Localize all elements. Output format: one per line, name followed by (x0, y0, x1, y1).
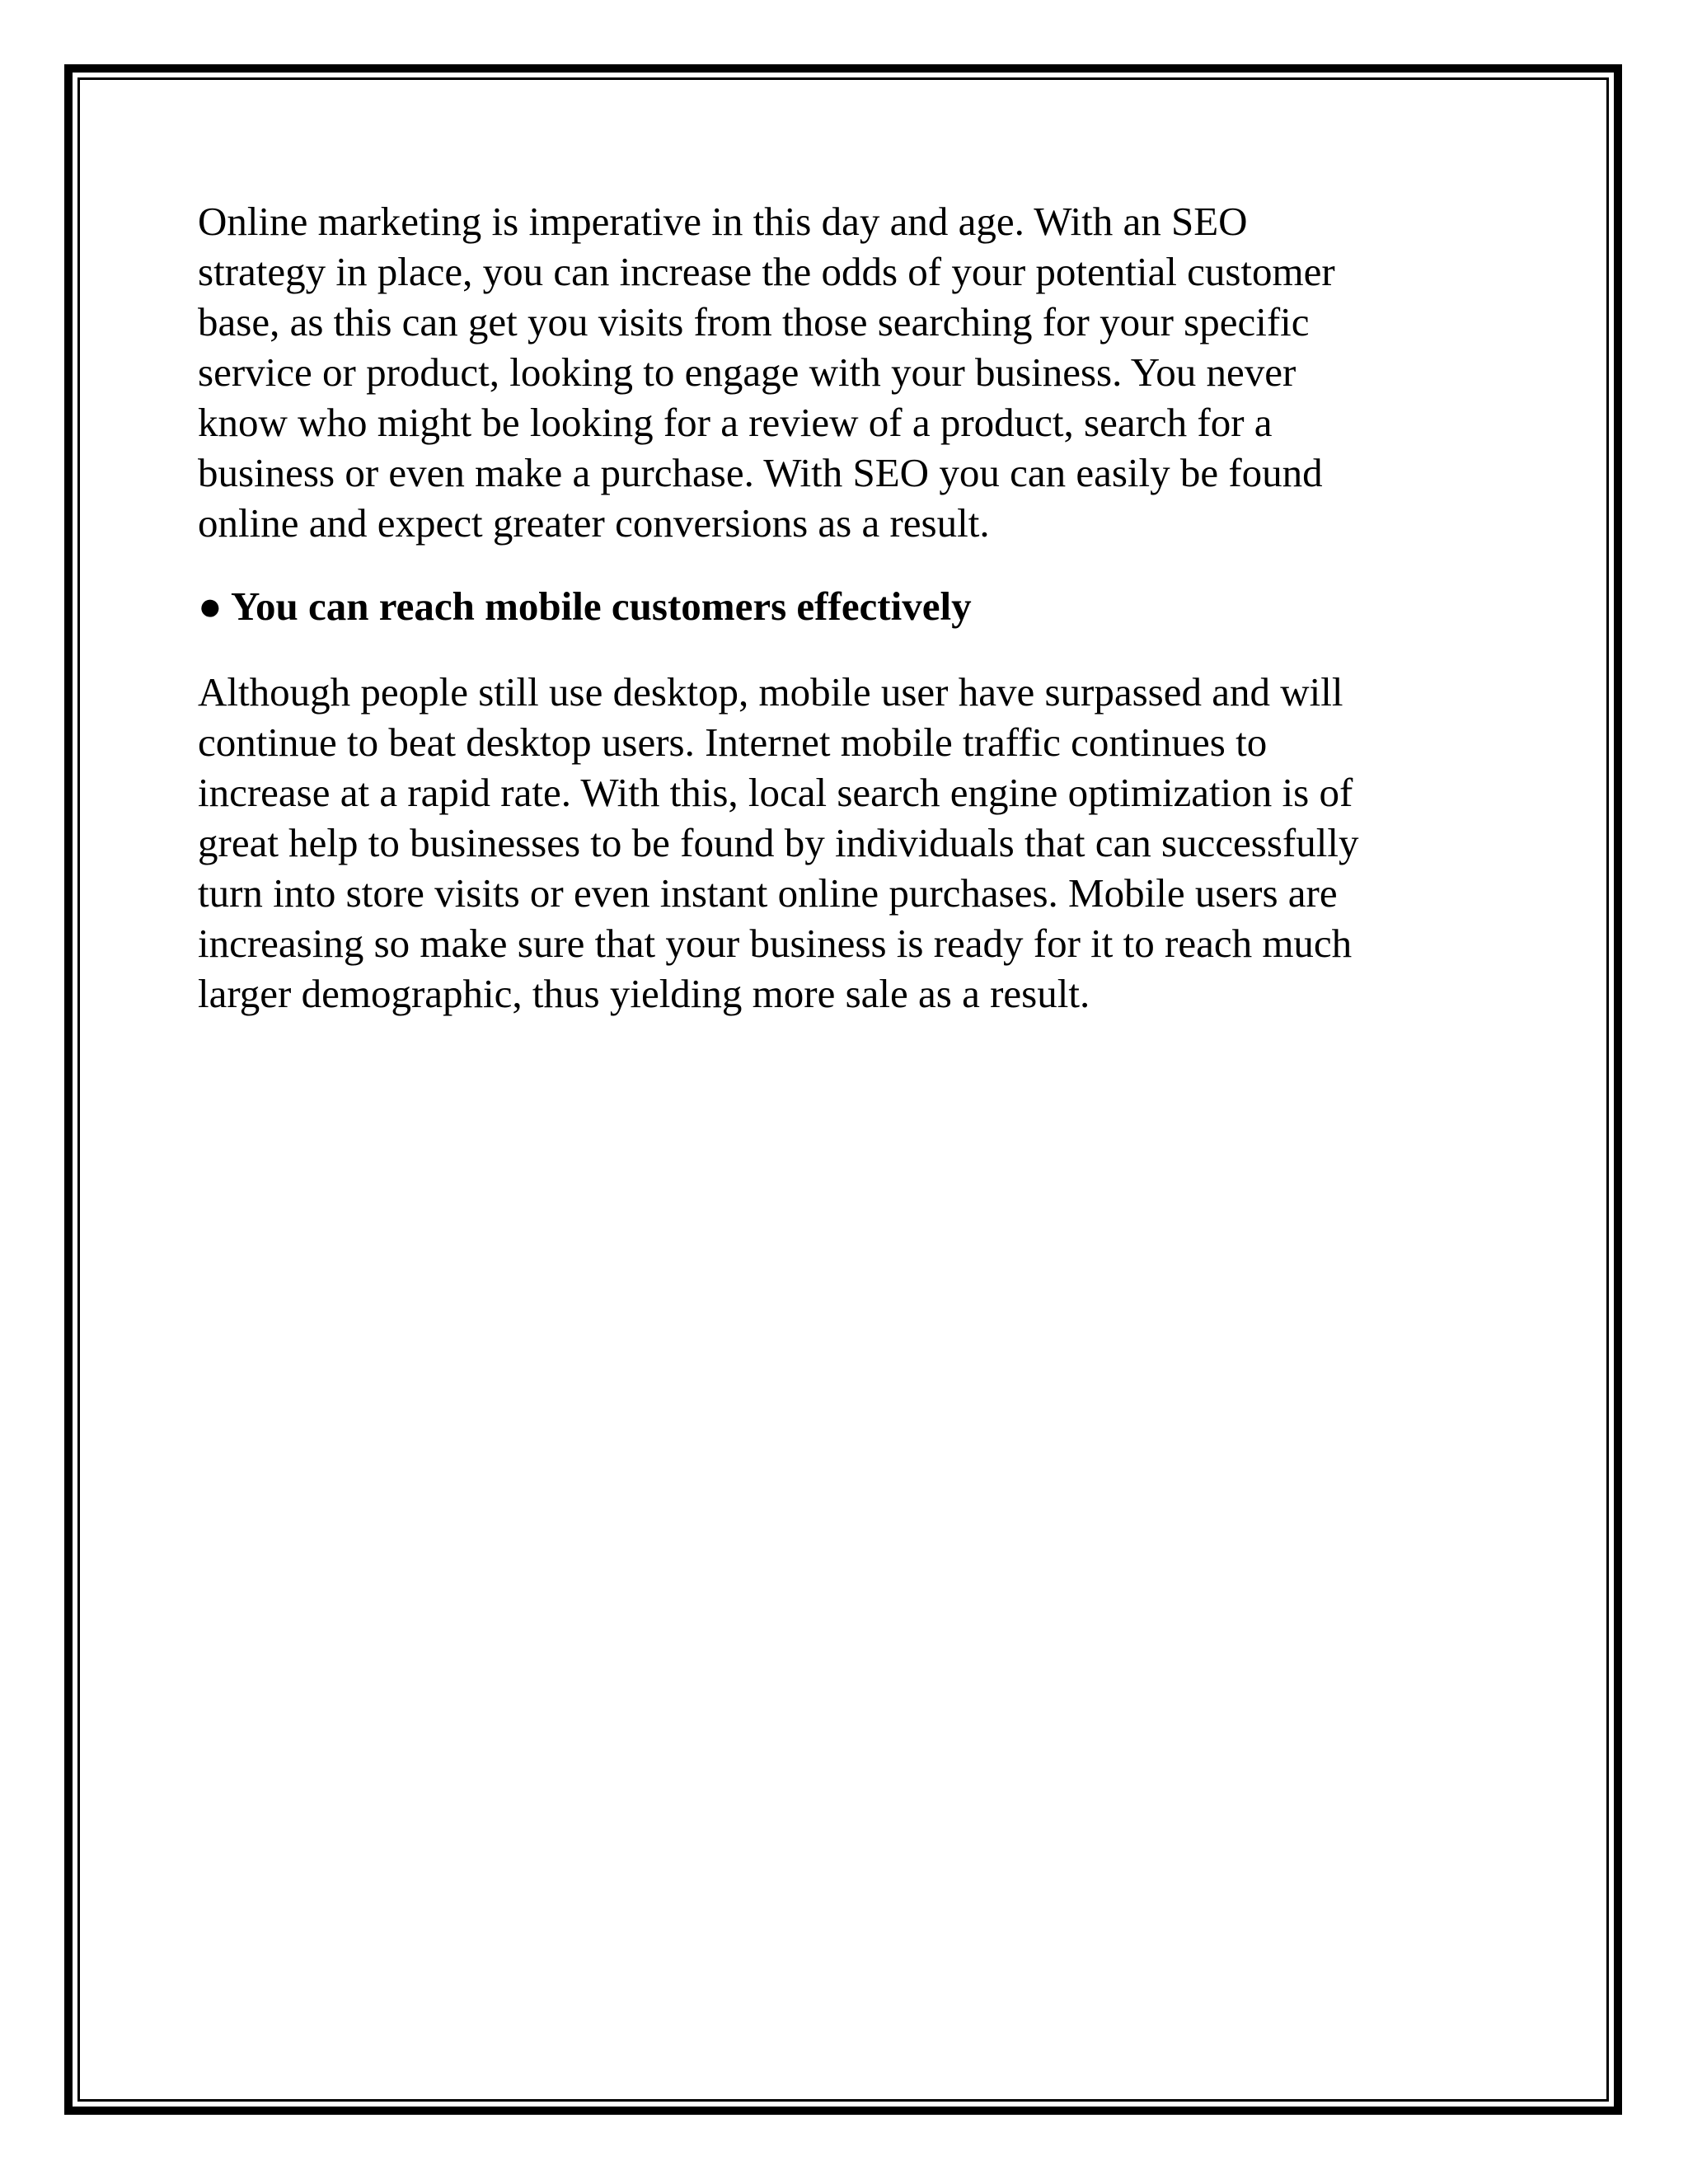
paragraph-2-line: turn into store visits or even instant online purchases. Mobile users are (198, 870, 1338, 916)
bullet-icon: ● (198, 583, 223, 629)
paragraph-2-line: increase at a rapid rate. With this, local search engine optimization is of (198, 770, 1353, 815)
section-heading (198, 581, 1508, 631)
paragraph-2-line: great help to businesses to be found by individuals that can successfully (198, 820, 1359, 865)
paragraph-2-line: Although people still use desktop, mobile user have surpassed and will (198, 669, 1343, 715)
paragraph-1-line: strategy in place, you can increase the odds of your potential customer (198, 249, 1335, 294)
paragraph-1-line: base, as this can get you visits from those searching for your specific (198, 299, 1310, 344)
section-heading-text: You can reach mobile customers effectively (231, 583, 972, 629)
paragraph-1-line: know who might be looking for a review of a product, search for a (198, 400, 1273, 445)
paragraph-1-line: Online marketing is imperative in this day and age. With an SEO (198, 199, 1248, 244)
paragraph-1 (198, 196, 1508, 548)
document-body (198, 196, 1508, 1019)
paragraph-1-line: online and expect greater conversions as a result. (198, 500, 990, 546)
paragraph-1-line: service or product, looking to engage with your business. You never (198, 349, 1296, 395)
paragraph-1-line: business or even make a purchase. With SEO you can easily be found (198, 450, 1323, 495)
paragraph-2 (198, 667, 1508, 1019)
paragraph-2-line: larger demographic, thus yielding more sale as a result. (198, 971, 1090, 1016)
paragraph-2-line: increasing so make sure that your business is ready for it to reach much (198, 921, 1353, 966)
paragraph-2-line: continue to beat desktop users. Internet mobile traffic continues to (198, 719, 1268, 765)
